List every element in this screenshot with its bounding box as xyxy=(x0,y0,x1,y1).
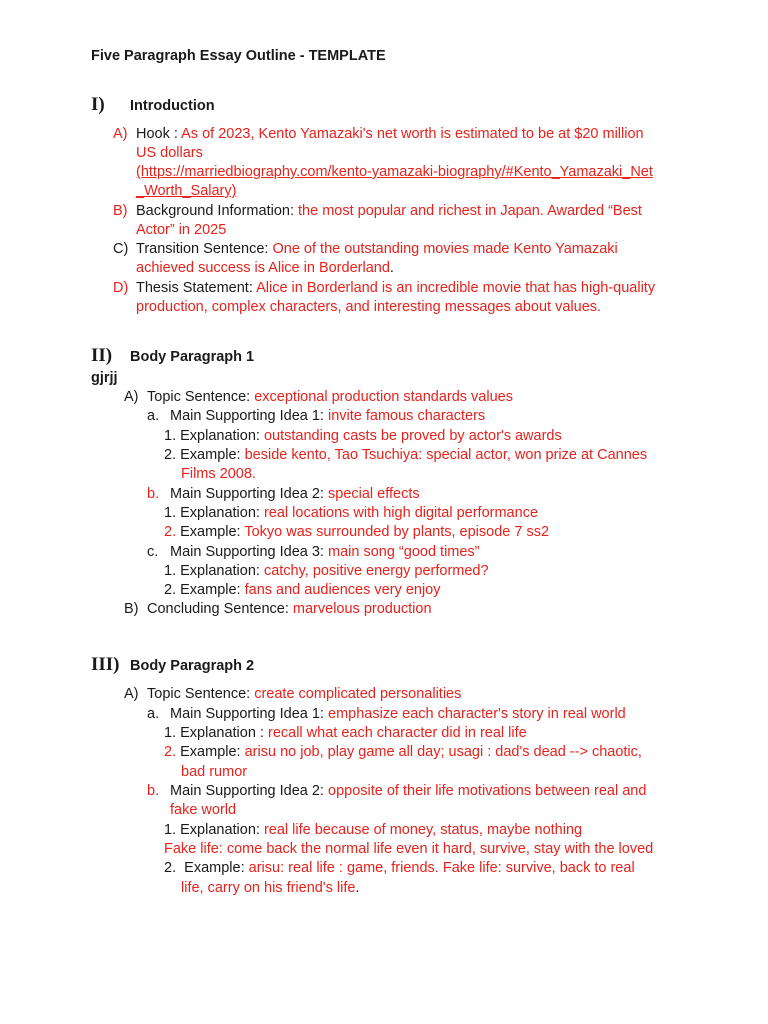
background-line-1 xyxy=(136,202,642,221)
b1-topic-text: exceptional production standards values xyxy=(254,389,513,405)
hook-text-1: As of 2023, Kento Yamazaki's net worth is estimated to be at $20 million xyxy=(181,126,644,142)
section-numeral-i: I) xyxy=(91,94,105,115)
b1-concluding-label: Concluding Sentence: xyxy=(147,601,293,617)
b1-idea2-ex-text: Tokyo was surrounded by plants, episode 7 ss2 xyxy=(244,524,550,540)
b2-topic-text: create complicated personalities xyxy=(254,686,462,702)
b2-idea1-text: emphasize each character's story in real world xyxy=(328,706,626,722)
b1-idea1-ex-line xyxy=(164,446,647,465)
hook-source-link-2[interactable]: _Worth_Salary) xyxy=(136,183,237,199)
b1-idea2-ex-line xyxy=(164,523,549,542)
section-heading-introduction: Introduction xyxy=(130,98,215,114)
b1-concluding-text: marvelous production xyxy=(292,601,432,617)
b2-idea2-ex-label: Example: xyxy=(184,860,249,876)
b1-idea3-exp-marker: 1. xyxy=(164,563,177,579)
b2-idea2-ex-line-2 xyxy=(181,879,359,898)
b1-idea3-ex-text: fans and audiences very enjoy xyxy=(244,582,441,598)
b1-idea3-marker: c. xyxy=(147,544,159,560)
b1-topic-line xyxy=(147,388,513,407)
thesis-text-1: Alice in Borderland is an incredible movie that has high-quality xyxy=(256,280,656,296)
b2-idea1-marker: a. xyxy=(147,706,160,722)
b2-idea2-text-2: fake world xyxy=(170,802,237,818)
transition-tail: . xyxy=(389,260,394,276)
transition-text-1: One of the outstanding movies made Kento Yamazaki xyxy=(272,241,618,257)
b1-idea1-exp-line xyxy=(164,427,562,446)
thesis-text-2: production, complex characters, and interesting messages about values. xyxy=(136,299,602,315)
b2-idea1-line xyxy=(170,705,626,724)
b2-idea1-ex-text-1: arisu no job, play game all day; usagi : dad's dead --> chaotic, xyxy=(244,744,642,760)
b2-idea2-exp-marker: 1. xyxy=(164,822,177,838)
thesis-marker: D) xyxy=(113,280,129,296)
hook-source-link-1[interactable]: (https://marriedbiography.com/kento-yamazaki-biography/#Kento_Yamazaki_Net xyxy=(136,164,653,180)
b2-idea2-label: Main Supporting Idea 2: xyxy=(170,783,328,799)
b2-idea2-marker: b. xyxy=(147,783,160,799)
transition-label: Transition Sentence: xyxy=(136,241,273,257)
b1-idea2-ex-label: Example: xyxy=(180,524,245,540)
b2-idea1-exp-line xyxy=(164,724,527,743)
b1-idea3-line xyxy=(170,543,480,562)
b1-idea1-ex-label: Example: xyxy=(180,447,245,463)
b2-topic-marker: A) xyxy=(124,686,139,702)
transition-line-2 xyxy=(136,259,394,278)
b2-idea1-exp-label: Explanation : xyxy=(180,725,268,741)
b1-idea3-ex-marker: 2. xyxy=(164,582,177,598)
b1-idea3-ex-line xyxy=(164,581,441,600)
b1-idea3-exp-text: catchy, positive energy performed? xyxy=(263,563,489,579)
b1-idea2-exp-label: Explanation: xyxy=(180,505,264,521)
b2-idea1-ex-marker: 2. xyxy=(164,744,177,760)
b1-idea2-text: special effects xyxy=(328,486,420,502)
b2-topic-line xyxy=(147,685,461,704)
b1-idea1-exp-label: Explanation: xyxy=(180,428,264,444)
b1-idea1-exp-text: outstanding casts be proved by actor's awards xyxy=(263,428,562,444)
b1-concluding-marker: B) xyxy=(124,601,139,617)
background-text-1: the most popular and richest in Japan. Awarded “Best xyxy=(298,203,642,219)
b2-idea2-ex-tail: . xyxy=(355,880,360,896)
b1-idea2-exp-text: real locations with high digital performance xyxy=(263,505,539,521)
b2-idea1-ex-label: Example: xyxy=(180,744,245,760)
b1-topic-marker: A) xyxy=(124,389,139,405)
section-numeral-ii: II) xyxy=(91,345,113,366)
b1-topic-label: Topic Sentence: xyxy=(147,389,255,405)
background-label: Background Information: xyxy=(136,203,299,219)
b1-idea1-ex-text-1: beside kento, Tao Tsuchiya: special actor, won prize at Cannes xyxy=(244,447,648,463)
b1-idea3-text: main song “good times” xyxy=(328,544,480,560)
b2-idea2-text-1: opposite of their life motivations between real and xyxy=(328,783,647,799)
b2-idea2-ex-line xyxy=(164,859,635,878)
b1-idea1-ex-marker: 2. xyxy=(164,447,177,463)
section-heading-body-1: Body Paragraph 1 xyxy=(130,349,255,365)
b1-idea1-ex-text-2: Films 2008. xyxy=(181,466,256,482)
b2-idea1-exp-text: recall what each character did in real life xyxy=(268,725,527,741)
b2-idea1-label: Main Supporting Idea 1: xyxy=(170,706,328,722)
b2-idea2-exp-label: Explanation: xyxy=(180,822,264,838)
b1-idea2-exp-marker: 1. xyxy=(164,505,177,521)
b2-idea2-exp-text: real life because of money, status, maybe nothing xyxy=(263,822,583,838)
b2-idea2-exp-line xyxy=(164,821,582,840)
background-marker: B) xyxy=(113,203,128,219)
b1-idea1-label: Main Supporting Idea 1: xyxy=(170,408,328,424)
transition-text-2: achieved success is Alice in Borderland xyxy=(136,260,390,276)
b2-topic-label: Topic Sentence: xyxy=(147,686,255,702)
section-heading-body-2: Body Paragraph 2 xyxy=(130,658,255,674)
b2-idea2-exp-continuation: Fake life: come back the normal life even it hard, survive, stay with the loved xyxy=(164,841,654,857)
b1-concluding-line xyxy=(147,600,432,619)
transition-marker: C) xyxy=(113,241,129,257)
b1-idea1-text: invite famous characters xyxy=(328,408,486,424)
b1-idea2-label: Main Supporting Idea 2: xyxy=(170,486,328,502)
hook-marker: A) xyxy=(113,126,128,142)
section-numeral-iii: III) xyxy=(91,654,120,675)
thesis-label: Thesis Statement: xyxy=(136,280,257,296)
b1-idea1-line xyxy=(170,407,485,426)
b1-idea2-exp-line xyxy=(164,504,538,523)
b1-idea3-exp-line xyxy=(164,562,489,581)
document-title: Five Paragraph Essay Outline - TEMPLATE xyxy=(91,48,386,64)
b1-idea3-label: Main Supporting Idea 3: xyxy=(170,544,328,560)
b1-idea2-marker: b. xyxy=(147,486,160,502)
hook-text-2: US dollars xyxy=(136,145,203,161)
transition-line-1 xyxy=(136,240,618,259)
b2-idea1-ex-line xyxy=(164,743,642,762)
b1-idea1-exp-marker: 1. xyxy=(164,428,177,444)
b1-idea2-line xyxy=(170,485,420,504)
b1-idea1-marker: a. xyxy=(147,408,160,424)
b2-idea2-line-1 xyxy=(170,782,646,801)
body1-note: gjrjj xyxy=(91,370,118,386)
b1-idea3-exp-label: Explanation: xyxy=(180,563,264,579)
b2-idea2-ex-text-2: life, carry on his friend's life xyxy=(181,880,356,896)
hook-line-1 xyxy=(136,125,644,144)
b2-idea1-exp-marker: 1. xyxy=(164,725,177,741)
b1-idea2-ex-marker: 2. xyxy=(164,524,177,540)
b2-idea2-ex-text-1: arisu: real life : game, friends. Fake life: survive, back to real xyxy=(248,860,635,876)
b1-idea3-ex-label: Example: xyxy=(180,582,245,598)
b2-idea2-ex-marker: 2. xyxy=(164,860,177,876)
background-text-2: Actor” in 2025 xyxy=(136,222,227,238)
b2-idea1-ex-text-2: bad rumor xyxy=(181,764,248,780)
hook-label: Hook : xyxy=(136,126,182,142)
thesis-line-1 xyxy=(136,279,655,298)
